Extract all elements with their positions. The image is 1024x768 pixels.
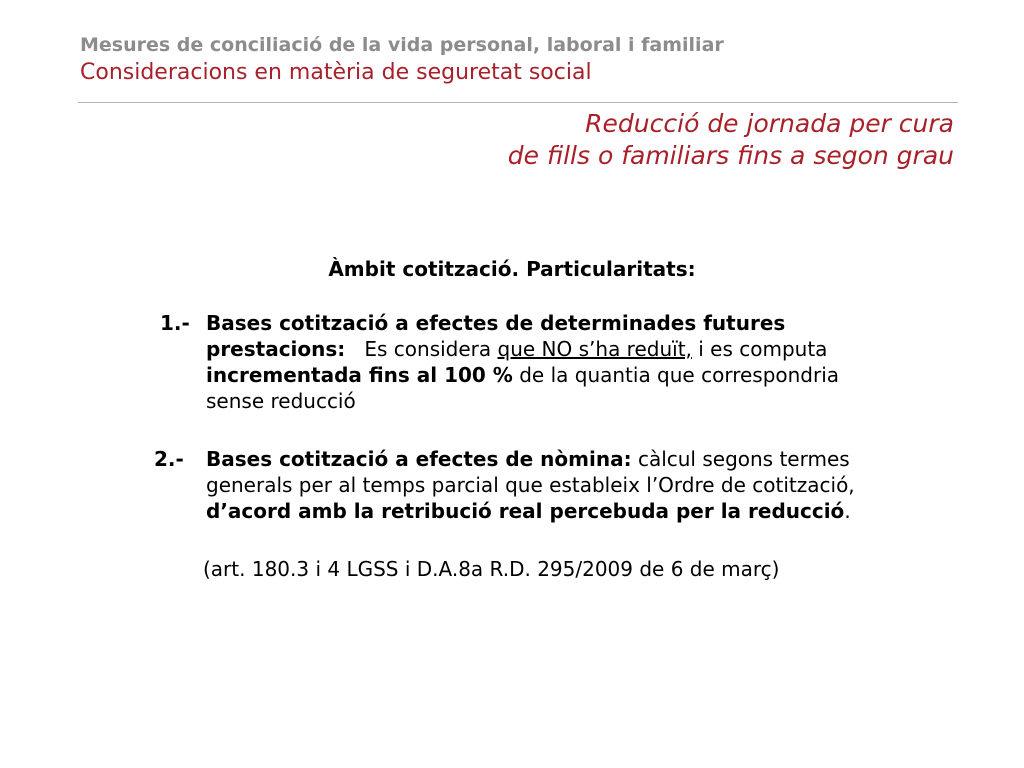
item1-line-2 <box>206 336 827 362</box>
item1-bold-label: prestacions: <box>206 337 346 361</box>
item1-underlined-text: que NO s’ha reduït, <box>497 337 692 361</box>
topic-title <box>508 108 954 172</box>
list-item-number: 1.- <box>160 311 190 335</box>
item1-text-3: de la quantia que correspondria <box>512 363 840 387</box>
item2-text-3: . <box>844 499 851 523</box>
item1-text-2: i es computa <box>691 337 828 361</box>
item1-line-3 <box>206 362 839 388</box>
item1-line-1: Bases cotització a efectes de determinades futures <box>206 311 786 335</box>
item2-bold-label: Bases cotització a efectes de nòmina: <box>206 447 632 471</box>
item2-line-3 <box>206 498 851 524</box>
header-divider <box>78 102 958 103</box>
item2-text: càlcul segons termes <box>631 447 850 471</box>
item2-bold-emphasis: d’acord amb la retribució real percebuda per la reducció <box>206 499 845 523</box>
topic-line-1: Reducció de jornada per cura <box>585 109 954 138</box>
legal-reference: (art. 180.3 i 4 LGSS i D.A.8a R.D. 295/2009 de 6 de març) <box>203 557 780 581</box>
header-title: Mesures de conciliació de la vida personal, laboral i familiar <box>80 34 724 56</box>
section-heading: Àmbit cotització. Particularitats: <box>328 257 696 281</box>
list-item-number: 2.- <box>154 447 184 471</box>
item1-text: Es considera <box>364 337 492 361</box>
item2-line-1 <box>206 446 850 472</box>
topic-line-2: de fills o familiars fins a segon grau <box>507 141 954 170</box>
item1-bold-emphasis: incrementada fins al 100 % <box>206 363 513 387</box>
header-subtitle: Consideracions en matèria de seguretat social <box>80 60 592 85</box>
item2-line-2: generals per al temps parcial que estableix l’Ordre de cotització, <box>206 473 855 497</box>
item1-line-4: sense reducció <box>206 389 356 413</box>
